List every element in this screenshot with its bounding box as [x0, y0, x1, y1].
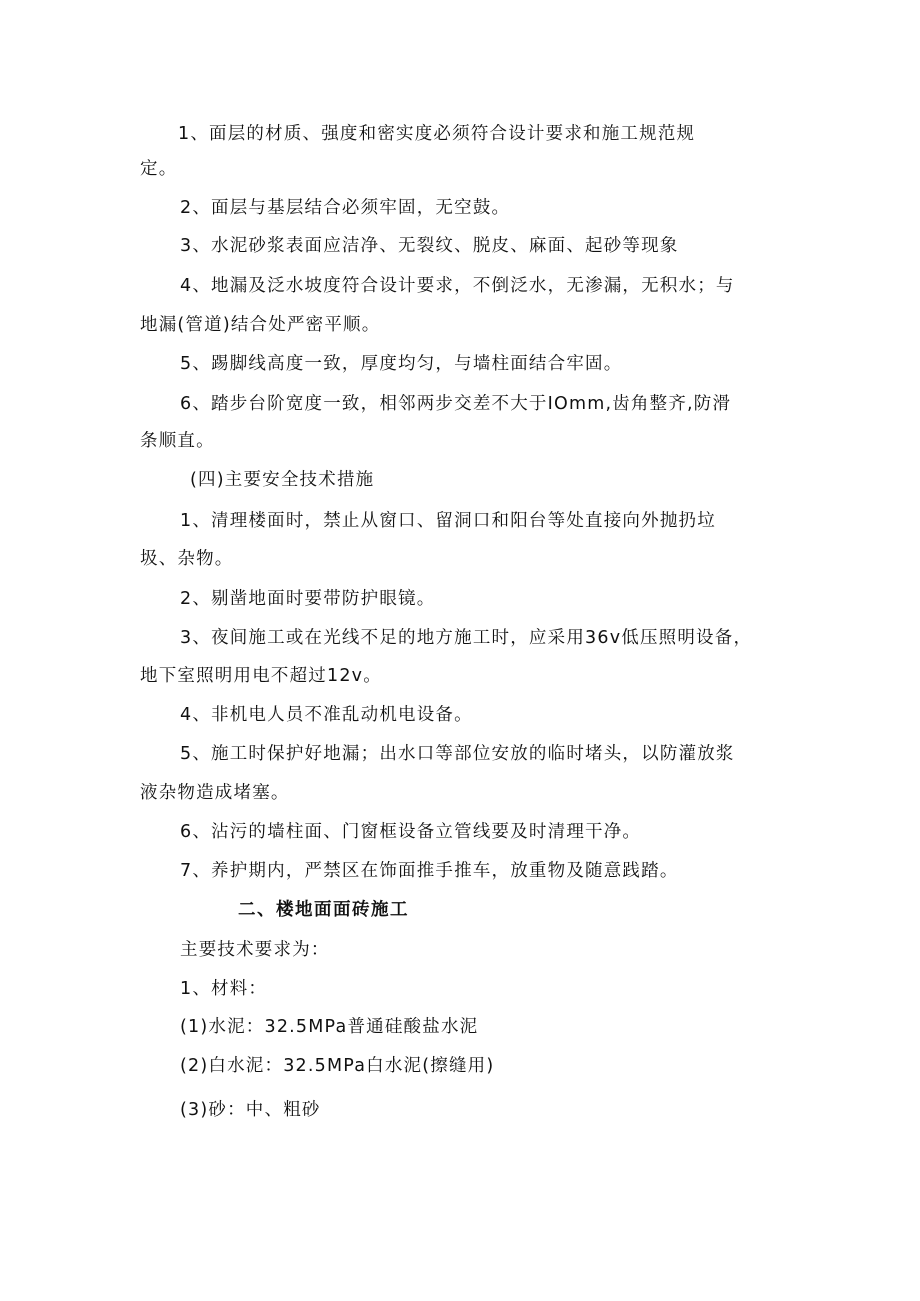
text-line: 主要技术要求为：	[180, 940, 330, 960]
text-line: 地漏(管道)结合处严密平顺。	[140, 315, 381, 335]
text-line: 5、施工时保护好地漏；出水口等部位安放的临时堵头，以防灌放浆	[180, 744, 735, 764]
text-line: 4、地漏及泛水坡度符合设计要求，不倒泛水，无渗漏，无积水；与	[180, 276, 735, 296]
text-line: 7、养护期内，严禁区在饰面推手推车，放重物及随意践踏。	[180, 861, 679, 881]
text-line: (1)水泥：32.5MPa普通硅酸盐水泥	[180, 1017, 479, 1037]
text-line: 1、面层的材质、强度和密实度必须符合设计要求和施工规范规	[178, 124, 696, 144]
chapter-heading: 二、楼地面面砖施工	[238, 900, 409, 920]
text-line: 2、剔凿地面时要带防护眼镜。	[180, 589, 436, 609]
text-line: 1、材料：	[180, 979, 268, 999]
text-line: 定。	[140, 159, 178, 179]
text-line: 5、踢脚线高度一致，厚度均匀，与墙柱面结合牢固。	[180, 354, 623, 374]
text-line: 1、清理楼面时，禁止从窗口、留洞口和阳台等处直接向外抛扔垃	[180, 511, 716, 531]
text-line: 地下室照明用电不超过12v。	[140, 666, 382, 686]
section-heading: (四)主要安全技术措施	[190, 470, 375, 490]
text-line: (2)白水泥：32.5MPa白水泥(擦缝用)	[180, 1056, 495, 1076]
text-line: 3、水泥砂浆表面应洁净、无裂纹、脱皮、麻面、起砂等现象	[180, 236, 679, 256]
text-line: 4、非机电人员不准乱动机电设备。	[180, 705, 473, 725]
text-line: (3)砂：中、粗砂	[180, 1100, 321, 1120]
text-line: 6、踏步台阶宽度一致，相邻两步交差不大于IOmm,齿角整齐,防滑	[180, 394, 732, 414]
text-line: 6、沾污的墙柱面、门窗框设备立管线要及时清理干净。	[180, 822, 642, 842]
text-line: 液杂物造成堵塞。	[140, 783, 290, 803]
text-line: 3、夜间施工或在光线不足的地方施工时，应采用36v低压照明设备，	[180, 628, 753, 648]
text-line: 2、面层与基层结合必须牢固，无空鼓。	[180, 198, 511, 218]
text-line: 条顺直。	[140, 431, 215, 451]
text-line: 圾、杂物。	[140, 549, 234, 569]
